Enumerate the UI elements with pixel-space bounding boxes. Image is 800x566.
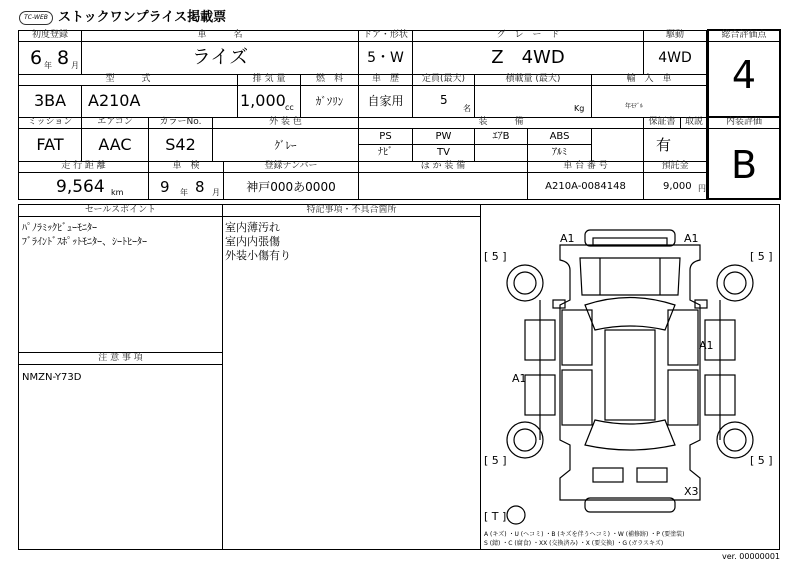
label-load: 積載量 (最大)	[505, 74, 561, 84]
label-capacity: 定員(最大)	[421, 74, 466, 84]
label-first-registration: 初度登録	[31, 30, 68, 40]
model-code: A210A	[88, 91, 141, 110]
warranty-value: 有	[656, 136, 672, 154]
version-text: ver. 00000001	[722, 552, 781, 561]
damage-mark-front-left: A1	[560, 232, 575, 245]
label-manual: 取説	[684, 117, 703, 127]
caution-line: NMZN-Y73D	[22, 372, 82, 383]
mileage-value: 9,564	[56, 177, 105, 197]
deposit-value: 9,000	[663, 181, 692, 192]
label-overall-score: 総合評価点	[721, 30, 767, 40]
equip-pw: PW	[435, 131, 452, 142]
mission-value: FAT	[36, 135, 64, 154]
equip-tv: TV	[437, 147, 450, 158]
tire-tread-front-right: [ 5 ]	[750, 250, 773, 263]
label-inspection: 車 検	[172, 161, 200, 171]
chassis-value: A210A-0084148	[545, 181, 626, 192]
header-logo	[19, 11, 53, 25]
remark-line: 室内薄汚れ	[225, 221, 280, 234]
car-damage-diagram	[507, 230, 753, 524]
label-displacement: 排 気 量	[252, 74, 286, 84]
first-reg-year: 6	[30, 47, 43, 69]
first-reg-month-unit: 月	[71, 61, 79, 70]
damage-legend-line1: A (キズ) ・U (ヘコミ) ・B (キズを伴うヘコミ) ・W (補修跡) ・P (要塗装)	[484, 531, 685, 538]
inspection-year: 9	[160, 178, 170, 196]
damage-mark-front-right: A1	[684, 232, 699, 245]
inspection-month: 8	[195, 178, 205, 196]
damage-legend-line2: S (錆) ・C (腐食) ・XX (交換済み) ・X (要交換) ・G (ガラスキズ)	[484, 540, 664, 547]
label-fuel: 燃 料	[315, 74, 343, 84]
label-warranty: 保証書	[648, 117, 676, 127]
label-sales-points: セールスポイント	[84, 205, 157, 215]
car-name-value: ライズ	[191, 46, 249, 68]
label-grade: グ レ ー ド	[496, 30, 560, 40]
fuel-value: ｶﾞｿﾘﾝ	[315, 95, 344, 108]
label-remarks: 特記事項・不具合箇所	[306, 205, 397, 215]
damage-mark-left: A1	[512, 372, 527, 385]
interior-score: B	[730, 143, 758, 187]
door-type-value: 5・W	[367, 50, 404, 66]
equip-navi: ﾅﾋﾞ	[378, 147, 393, 158]
equip-alloy: ｱﾙﾐ	[552, 147, 567, 158]
label-other-equipment: ほ か 装 備	[420, 161, 466, 171]
displacement-value: 1,000	[240, 91, 286, 110]
capacity-value: 5	[440, 93, 448, 107]
label-drive: 駆動	[665, 30, 684, 40]
remark-line: 外装小傷有り	[225, 249, 291, 262]
label-history: 車 歴	[371, 74, 399, 84]
first-reg-year-unit: 年	[44, 61, 52, 70]
capacity-unit: 名	[463, 104, 471, 113]
tire-tread-rear-right: [ 5 ]	[750, 454, 773, 467]
label-equipment: 装 備	[478, 117, 524, 127]
remark-line: 室内内張傷	[225, 235, 280, 248]
inspection-month-unit: 月	[212, 188, 220, 197]
aircon-value: AAC	[98, 135, 132, 154]
mileage-unit: km	[111, 188, 124, 197]
model-prefix: 3BA	[33, 91, 67, 110]
spare-tire-label: [ T ]	[484, 510, 507, 523]
deposit-unit: 円	[698, 184, 706, 193]
label-plate: 登録ナンバー	[264, 161, 318, 171]
plate-value: 神戸000あ0000	[246, 180, 336, 194]
label-mission: ミッション	[27, 117, 73, 127]
label-color-no: カラーNo.	[159, 117, 202, 127]
load-unit: Kg	[574, 104, 585, 113]
exterior-color-value: ｸﾞﾚｰ	[274, 139, 297, 152]
label-import: 輸 入 車	[626, 74, 672, 84]
history-value: 自家用	[367, 94, 404, 108]
color-no-value: S42	[165, 135, 196, 154]
tire-tread-front-left: [ 5 ]	[484, 250, 507, 263]
label-mileage: 走 行 距 離	[61, 161, 106, 171]
label-interior-score: 内装評価	[725, 117, 762, 127]
sheet-title: ストックワンプライス掲載票	[58, 10, 227, 25]
label-aircon: エアコン	[97, 117, 133, 127]
first-reg-month: 8	[57, 47, 70, 69]
label-deposit: 預託金	[661, 161, 689, 171]
label-chassis: 車 台 番 号	[563, 161, 608, 171]
label-car-name: 車 名	[197, 30, 243, 40]
import-note: 年ﾓﾃﾞﾙ	[625, 103, 644, 110]
label-caution: 注 意 事 項	[98, 353, 143, 363]
overall-score: 4	[731, 53, 757, 97]
logo-text: TC-WEB	[24, 14, 48, 21]
label-door-type: ドア・形状	[363, 30, 408, 40]
sales-point-line: ﾌﾞﾗｲﾝﾄﾞｽﾎﾟｯﾄﾓﾆﾀｰ、ｼｰﾄﾋｰﾀｰ	[22, 237, 147, 248]
displacement-unit: cc	[285, 103, 294, 112]
grade-value: Z 4WD	[491, 47, 565, 68]
sales-point-line: ﾊﾟﾉﾗﾐｯｸﾋﾞｭｰﾓﾆﾀｰ	[22, 223, 97, 234]
drive-value: 4WD	[658, 50, 692, 66]
equip-ps: PS	[379, 131, 392, 142]
damage-mark-rear: X3	[684, 485, 699, 498]
tire-tread-rear-left: [ 5 ]	[484, 454, 507, 467]
label-model: 型 式	[105, 74, 151, 84]
equip-abs: ABS	[549, 131, 570, 142]
label-exterior-color: 外 装 色	[269, 117, 302, 127]
damage-mark-right: A1	[699, 339, 714, 352]
inspection-year-unit: 年	[180, 188, 188, 197]
equip-airbag: ｴｱB	[492, 131, 510, 142]
